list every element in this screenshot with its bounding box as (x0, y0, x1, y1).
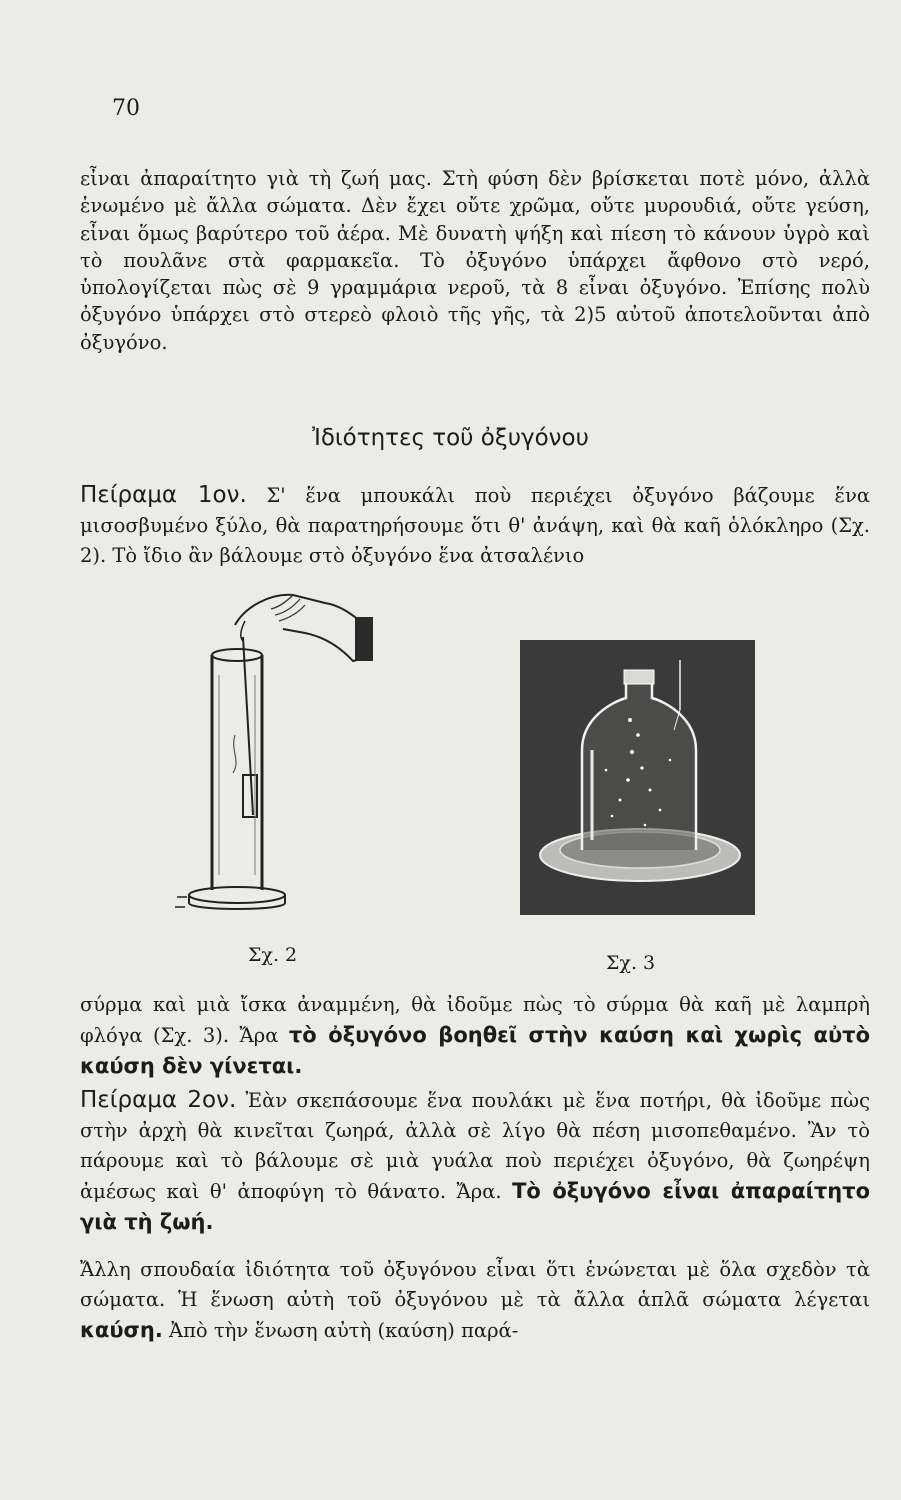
figure-2-cylinder-illustration (175, 585, 385, 915)
section-heading: Ἰδιότητες τοῦ ὀξυγόνου (312, 425, 589, 451)
figure-3-caption: Σχ. 3 (606, 952, 656, 974)
experiment-1-conclusion: τὸ ὀξυγόνο βοηθεῖ στὴν καύση καὶ χωρὶς αὐτὸ καύση δὲν γίνεται. (80, 1023, 870, 1078)
combustion-text-after: Ἀπὸ τὴν ἕνωση αὐτὴ (καύση) παρά- (169, 1319, 519, 1342)
experiment-2-label: Πείραμα 2ον. (80, 1087, 237, 1113)
experiment-1-continuation-text: σύρμα καὶ μιὰ ἴσκα ἀναμμένη, θὰ ἰδοῦμε πὼς τὸ σύρμα θὰ καῆ μὲ λαμπρὴ φλόγα (Σχ. 3). Ἄρα (80, 993, 870, 1047)
experiment-2-conclusion: Τὸ ὀξυγόνο εἶναι ἀπαραίτητο γιὰ τὴ ζωή. (80, 1179, 871, 1234)
page-number: 70 (112, 96, 140, 121)
experiment-1-text: Σ' ἕνα μπουκάλι ποὺ περιέχει ὀξυγόνο βάζουμε ἕνα μισοσβυμένο ξύλο, θὰ παρατηρήσουμε ὅτι θ' ἀνάψη, καὶ θὰ καῆ ὁλόκληρο (Σχ. 2). Τὸ ἴδιο ἂν βάλουμε στὸ ὀξυγόνο ἕνα ἀτσαλένιο (80, 484, 870, 567)
combustion-paragraph (80, 1255, 870, 1346)
combustion-text-before: Ἄλλη σπουδαία ἰδιότητα τοῦ ὀξυγόνου εἶναι ὅτι ἑνώνεται μὲ ὅλα σχεδὸν τὰ σώματα. Ἡ ἕνωση αὐτὴ τοῦ ὀξυγόνου μὲ τὰ ἄλλα ἁπλᾶ σώματα λέγεται (80, 1258, 870, 1311)
experiment-1-label: Πείραμα 1ον. (80, 482, 247, 508)
figure-3-bell-jar-illustration (520, 640, 755, 915)
combustion-term: καύση. (80, 1318, 163, 1342)
experiment-1-paragraph (80, 480, 870, 571)
figure-2-caption: Σχ. 2 (248, 944, 298, 966)
experiment-2-paragraph (80, 1085, 870, 1238)
experiment-1-continuation (80, 990, 870, 1082)
experiment-2-text: Ἐὰν σκεπάσουμε ἕνα πουλάκι μὲ ἕνα ποτήρι, θὰ ἰδοῦμε πὼς στὴν ἀρχὴ θὰ κινεῖται ζωηρά, ἀλλὰ σὲ λίγο θὰ πέση μισοπεθαμένο. Ἂν τὸ πάρουμε καὶ τὸ βάλουμε σὲ μιὰ γυάλα ποὺ περιέχει ὀξυγόνο, θὰ ζωηρέψη ἀμέσως καὶ θ' ἀποφύγη τὸ θάνατο. Ἄρα. (80, 1089, 870, 1203)
intro-paragraph: εἶναι ἀπαραίτητο γιὰ τὴ ζωή μας. Στὴ φύση δὲν βρίσκεται ποτὲ μόνο, ἀλλὰ ἑνωμένο μὲ ἄλλα σώματα. Δὲν ἔχει οὔτε χρῶμα, οὔτε μυρουδιά, οὔτε γεύση, εἶναι ὅμως βαρύτερο τοῦ ἀέρα. Μὲ δυνατὴ ψήξη καὶ πίεση τὸ κάνουν ὑγρὸ καὶ τὸ πουλᾶνε στὰ φαρμακεῖα. Τὸ ὀξυγόνο ὑπάρχει ἄφθονο στὸ νερό, ὑπολογίζεται πὼς σὲ 9 γραμμάρια νεροῦ, τὰ 8 εἶναι ὀξυγόνο. Ἐπίσης πολὺ ὀξυγόνο ὑπάρχει στὸ στερεὸ φλοιὸ τῆς γῆς, τὰ 2)5 αὐτοῦ ἀποτελοῦνται ἀπὸ ὀξυγόνο. (80, 167, 870, 354)
